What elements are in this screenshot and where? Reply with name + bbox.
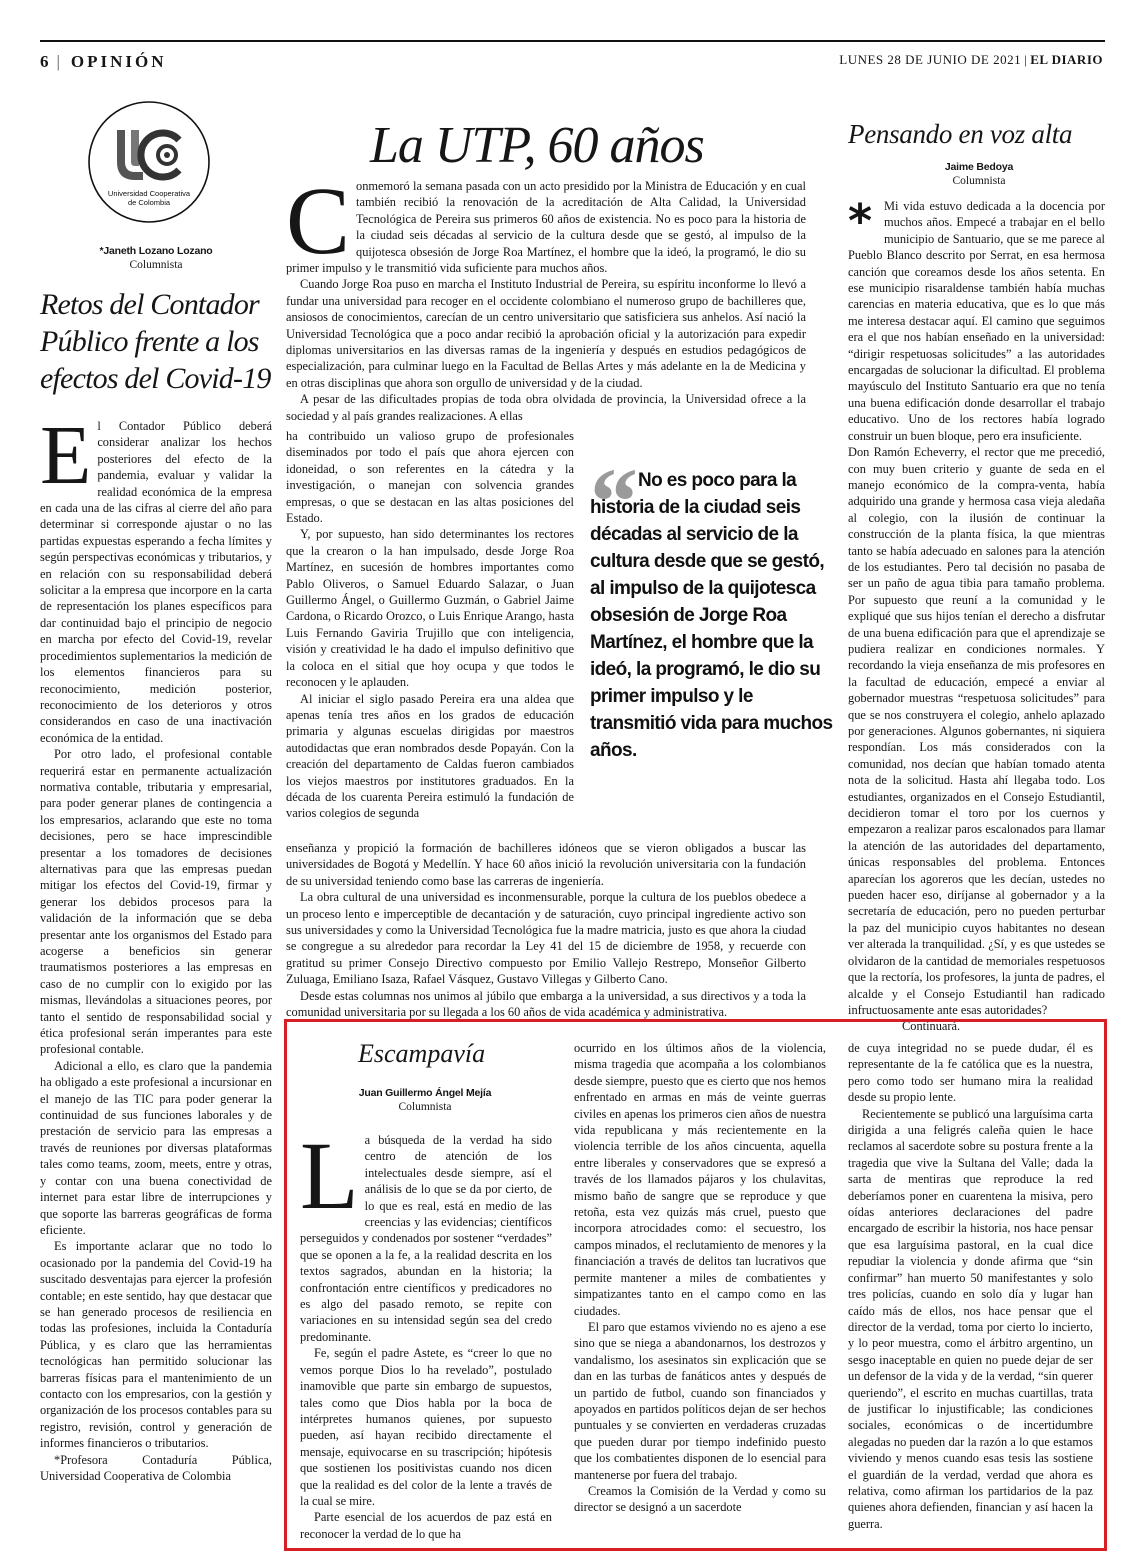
section-name: OPINIÓN — [70, 52, 167, 71]
header-separator: | — [56, 52, 63, 71]
box-column-3 — [848, 1040, 1093, 1531]
right-paragraph: Don Ramón Echeverry, el rector que me precedió, con muy buen criterio y guante de seda en el manejo económico de la compra-venta, había adquirido una grande y hermosa casa vieja aledaña al colegio, con la ilusión de continuar la construcción de la planta física, la que mientras tanto se había adecuado en salones para la atención de los estudiantes. Pero tal decisión no pasaba de ser un paño de agua tibia para tamaño problema. Por supuesto que reuní a la comunidad y le expliqué que sus hijos tenían el derecho a disfrutar de una buena edificación para que el aprendizaje se pudiera realizar en condiciones normales. Y recordando la vieja enseñanza de mis profesores en la facultad de educación, empecé a enviar al gobernador muestras “respetuosa solicitudes” para que se nos construyera el colegio, anhelo aplazado por generaciones. Algunos gobernantes, ni siquiera respondían. Los más considerados con la comunidad, nos decían que habían tomado atenta nota de la solicitud. Hasta ahí llegaba todo. Los estudiantes, organizados en el Consejo Estudiantil, decidieron tomar el toro por los cuernos y empezaron a realizar paros escalonados para llamar la atención de las autoridades del departamento, únicas responsables del problema. Entonces aparecían los agoreros que les decían, ustedes no pueden hacer eso, diríjanse al gobernador y a la secretaría de educación, pero no pueden perturbar la paz del municipio cuyos habitantes no desean ver alterada la tranquilidad. ¿Sí, y es que ustedes se olvidaron de la cantidad de memoriales respetuosos que la rectoría, los profesores, la junta de padres, el alcalde y el Consejo Estudiantil han radicado infructuosamente ante esas autoridades? — [848, 445, 1105, 1017]
box-paragraph: Parte esencial de los acuerdos de paz está en reconocer la verdad de lo que ha — [300, 1510, 552, 1541]
box-paragraph: Fe, según el padre Astete, es “creer lo que no vemos porque Dios lo ha revelado”, postulado inamovible que parte sin embargo de supuestos, tales como que Dios habla por la boca de intérpretes humanos quienes, por supuesto pueden, así hayan recibido directamente el mensaje, equivocarse en su trascripción; hipótesis que sostienen los positivistas cuando nos dicen que la realidad es del color de la lente a través de la cual se mire. — [300, 1346, 552, 1508]
center-article-body-bottom — [286, 840, 806, 1020]
center-article-title: La UTP, 60 años — [370, 117, 704, 174]
header-rule — [40, 40, 1105, 42]
page-number: 6 — [40, 52, 49, 71]
center-paragraph: enseñanza y propició la formación de bachilleres idóneos que se vieron obligados a buscar las universidades de Bogotá y Medellín. Y hace 60 años inició la revolución universitaria con la fundación de su universidad teniendo como base las carreras de ingeniería. — [286, 841, 806, 888]
box-column-1 — [300, 1122, 552, 1541]
right-author: Jaime Bedoya — [944, 161, 1014, 173]
left-role: Columnista — [129, 259, 183, 271]
box-byline — [300, 1086, 550, 1114]
left-footnote: *Profesora Contaduría Pública, Universidad Cooperativa de Colombia — [40, 1452, 272, 1483]
left-article-body — [40, 409, 272, 1530]
box-paragraph: Recientemente se publicó una larguísima carta dirigida a una feligrés caleña quien le hace reclamos al sacerdote sobre su postura frente a la tragedia que vive la Sultana del Valle; dada la sarta de mentiras que reproduce la red deberíamos poner en cuarentena la misiva, pero oídas anteriores declaraciones del padre encargado de escribir la historia, nos hace pensar que esa larguísima pastoral, en la cual dice repudiar la violencia y donde afirma que “sin confirmar” han muerto 50 manifestantes y solo tres policías, cuando en solo día y lugar han caído más de ellos, nos hace pensar que el director de la verdad, toma por cierto lo incierto, y lo peor muestra, como el árbitro argentino, un sesgo inaceptable en quien no puede dejar de ser un defensor de la vida y de la verdad, “sin querer queriendo”, el escrito en muchas cuartillas, trata de justificar lo injustificable; las condiciones sociales, económicas o de incertidumbre alegadas no pueden dar la razón a lo que estamos viviendo y menos cuando esas tesis las sostiene el guardián de la verdad, verdad que ahora es relativa, como afirman los partidarios de la paz quienes ahora defienden, financian y así hacen la guerra. — [848, 1106, 1093, 1531]
left-author: *Janeth Lozano Lozano — [99, 245, 213, 257]
box-paragraph: de cuya integridad no se puede dudar, él es representante de la fe católica que es la nuestra, pero como todo ser humano mira la realidad desde su propio lente. — [848, 1041, 1093, 1105]
box-paragraph: El paro que estamos viviendo no es ajeno a ese sino que se niega a abandonarnos, los destrozos y vandalismo, los asesinatos sin explicación que se dan en las turbas de fanáticos antes y después de un partido de futbol, cuando son financiados y apoyados en partidos políticos dejan de ser hechos puntuales y se convierten en verdaderas cruzadas que pueden durar por tiempo indefinido puesto que los combatientes disponen de lo esencial para mantenerse por fuera del trabajo. — [574, 1319, 826, 1482]
page-header-right — [839, 52, 1103, 68]
left-dropcap: E — [40, 409, 92, 502]
left-paragraph: l Contador Público deberá considerar analizar los hechos posteriores del efecto de la pandemia, evaluar y validar la realidad económica de la empresa en cada una de las cifras al cierre del año para determinar si corresponde ajustar o no las partidas expuestas esperando a fecha límites y según perspectivas económicas y tributarios, y en relación con su responsabilidad deberá solicitar a la empresa que incorpore en la carta de representación los planes específicos para dar continuidad bajo el principio de negocio en marcha por efecto del Covid-19, revelar procedimientos suplementarios la medición de los elementos financieros para su reconocimiento, medición posterior, reconocimiento de los deterioros y otros considerandos en caso de una inactivación económica de la entidad. — [40, 419, 272, 745]
left-paragraph: Por otro lado, el profesional contable requerirá estar en permanente actualización normativa contable, tributaria y empresarial, para poder generar planes de contingencia a los empresarios, aclarando que este no toma decisiones, pero se hace imprescindible presentar a los tomadores de decisiones alternativas para que las empresas puedan mitigar los efectos del Covid-19, firmar y generar los debidos procesos para la validación de la información que se deba presentar ante los organismos del Estado para acogerse a beneficios sin generar traumatismos posteriores a las empresas en caso de no cumplir con lo exigido por las mismas, llevándolas a situaciones peores, por tanto el sentido de responsabilidad social y ética profesional serán imperantes para este profesional contable. — [40, 747, 272, 1057]
center-paragraph: onmemoró la semana pasada con un acto presidido por la Ministra de Educación y en cual también recibió la renovación de la acreditación de Alta Calidad, la Universidad Tecnológica de Pereira sus primeros 60 años de existencia. No es poco para la historia de la ciudad seis décadas al servicio de la cultura desde que se gestó, al impulso de la quijotesca obsesión de Jorge Roa Martínez, el hombre que la ideó, la programó, le dio su primer impulso y le transmitió vida suficiente para muchos años. — [286, 179, 806, 276]
box-author: Juan Guillermo Ángel Mejía — [358, 1087, 492, 1099]
left-paragraph: Es importante aclarar que no todo lo ocasionado por la pandemia del Covid-19 ha suscitado desventajas para ejercer la profesión contable; en este sentido, hay que destacar que se han generado procesos de resiliencia en todas las profesiones, incluida la Contaduría Pública, y es claro que las herramientas tecnológicas han permitido solucionar las barreras físicas para el mantenimiento de un contacto con los empresarios, con la gestión y organización de los procesos contables para su registro, revisión, control y generación de informes financieros o tributarios. — [40, 1239, 272, 1451]
center-paragraph: Cuando Jorge Roa puso en marcha el Instituto Industrial de Pereira, su espíritu inconforme lo llevó a fundar una universidad para recoger en el occidente colombiano el numeroso grupo de bachilleres que, ansiosos de conocimientos, carecían de un centro universitario que satisficiera sus anhelos. Así nació la Universidad Tecnológica que a poco andar recibió la aprobación oficial y la autorización para expedir diplomas universitarios en las diversas ramas de la ingeniería y después en estudios pedagógicos de especialización, para culminar luego en la Facultad de Bellas Artes y más adelante en la de Medicina y en otras disciplinas que ahora son orgullo de universidad y de la ciudad. — [286, 277, 806, 390]
page-header-left — [40, 52, 167, 72]
right-byline — [848, 160, 1110, 188]
header-separator-right: | — [1024, 52, 1028, 67]
quote-mark-icon: “ — [590, 448, 638, 555]
left-paragraph: Adicional a ello, es claro que la pandemia ha obligado a este profesional a incursionar en el manejo de las TIC para poder generar la continuidad de sus funciones laborales y de prestación de servicio para las empresas a través de reuniones por diversas plataformas tales como teams, zoom, meets, entre y otras, y contar con una buena conectividad de internet para estar libre de interrupciones y que soporte las barreras geográficas de forma eficiente. — [40, 1058, 272, 1237]
left-byline — [40, 244, 272, 272]
center-article-body-mid — [286, 428, 574, 838]
right-article-body — [848, 194, 1105, 1034]
box-column-2 — [574, 1040, 826, 1528]
ucc-logo-icon — [87, 100, 211, 224]
center-paragraph: Desde estas columnas nos unimos al júbilo que embarga a la universidad, a sus directivos y a toda la comunidad universitaria por su llegada a los 60 años de vida académica y administrativa. — [286, 988, 806, 1020]
asterisk-icon: * — [848, 194, 873, 248]
box-article-title: Escampavía — [358, 1039, 486, 1068]
logo-text-line1: Universidad Cooperativa — [107, 189, 191, 198]
center-paragraph: A pesar de las dificultades propias de toda obra olvidada de provincia, la Universidad ofrece a la sociedad y al país grandes realizaciones. A ellas — [286, 392, 806, 423]
pull-quote — [590, 467, 840, 764]
box-paragraph: ocurrido en los últimos años de la violencia, misma tragedia que acompaña a los colombianos desde siempre, puesto que es cierto que nos hemos enfrentado en armas en más de veinte guerras civiles en apenas los primeros cien años de nuestra vida republicana y más recientemente en la violencia terrible de los años cincuenta, aquella entre liberales y conservadores que se expresó a través de los llamados pájaros y los chulavitas, mismo baño de sangre que se reproduce y que retoña, esta vez quizás más cruel, puesto que incorpora atrocidades como: el secuestro, los campos minados, el reclutamiento de menores y la financiación a través de delitos tan lucrativos que permite mantener a miles de combatientes y simpatizantes tanto en el campo como en las ciudades. — [574, 1041, 826, 1318]
box-paragraph: a búsqueda de la verdad ha sido centro de atención de los intelectuales desde siempre, así el análisis de lo que se da por cierto, de lo que es real, está en medio de las creencias y las evidencias; científicos perseguidos y condenados por sostener “verdades” que se oponen a la fe, a la realidad descrita en los textos sagrados, abundan en la historia; la confrontación entre científicos y predicadores no es algo del pasado remoto, se repite con variaciones en su intensidad según sea del credo predominante. — [300, 1133, 552, 1344]
logo-text-line2: de Colombia — [127, 198, 171, 207]
right-paragraph: Mi vida estuvo dedicada a la docencia por muchos años. Empecé a trabajar en el bello municipio de Santuario, que se me parece al Pueblo Blanco descrito por Serrat, en esa hermosa canción que coreamos desde los años setenta. En ese municipio risaraldense también había muchas carencias en materia educativa, que es lo que más me interesa destacar aquí. El camino que seguimos era el que nos habían enseñado en la universidad: “dirigir respetuosas solicitudes” a las autoridades encargadas de solucionar la dificultad. El problema mayúsculo del Instituto Santuario era que no tenía una buena edificación donde desarrollar el trabajo educativo. Uno de los rectores había logrado construir un buen bloque, pero era insuficiente. — [848, 199, 1105, 443]
center-paragraph: Y, por supuesto, han sido determinantes los rectores que la crearon o la han impulsado, desde Jorge Roa Martínez, en sucesión de hombres importantes como Pablo Oliveros, o Samuel Eduardo Salazar, o Juan Guillermo Ángel, o Guillermo Guzmán, o Gabriel Jaime Cardona, o Ricardo Orozco, o Luis Enrique Arango, hasta Luis Fernando Gaviria Trujillo que con inteligencia, visión y creatividad le ha dado el impulso definitivo que la coloca en el sitial que hoy ocupa y que todos le reconocen y le aplauden. — [286, 527, 574, 690]
box-paragraph: Creamos la Comisión de la Verdad y como su director se designó a un sacerdote — [574, 1483, 826, 1515]
left-article-title: Retos del Contador Público frente a los efectos del Covid-19 — [40, 288, 271, 395]
center-paragraph: Al iniciar el siglo pasado Pereira era una aldea que apenas tenía tres años en los grados de educación primaria y algunas escuelas dirigidas por maestros autodidactas que eran nombrados desde Popayán. Con la creación del departamento de Caldas fueron cambiados los viejos maestros por institutores graduados. En la década de los cuarenta Pereira estimuló la fundación de varios colegios de segunda — [286, 691, 574, 821]
right-continued: Continuará. — [902, 1019, 961, 1034]
right-article-title: Pensando en voz alta — [848, 119, 1073, 149]
center-paragraph: La obra cultural de una universidad es inconmensurable, porque la cultura de los pueblos obedece a un proceso lento e imperceptible de decantación y de saturación, cuyo principal ingrediente activo son sus universidades y como la Universidad Tecnológica fue la madre matricia, justo es que ahora la ciudad se congregue a su alrededor para recordar la Ley 41 del 15 de diciembre de 1958, y recuerde con gratitud su primer Consejo Directivo compuesto por Emilio Vallejo Restrepo, Monseñor Gilberto Zuluaga, Emiliano Isaza, Rafael Vásquez, Gustavo Villegas y Gilberto Cano. — [286, 890, 806, 987]
center-paragraph: ha contribuido un valioso grupo de profesionales diseminados por todo el país que ahora ejercen con idoneidad, o son referentes en la cátedra y la investigación, o manejan con solvencia grandes empresas, o que se destacan en las altas posiciones del Estado. — [286, 429, 574, 526]
pull-quote-text: No es poco para la historia de la ciudad seis décadas al servicio de la cultura desde que se gestó, al impulso de la quijotesca obsesión de Jorge Roa Martínez, el hombre que la ideó, la programó, le dio su primer impulso y le transmitió vida para muchos años. — [590, 470, 833, 761]
center-dropcap: C — [286, 167, 351, 274]
box-dropcap: L — [300, 1122, 359, 1229]
right-role: Columnista — [952, 175, 1006, 187]
publication-name: EL DIARIO — [1030, 52, 1103, 67]
box-role: Columnista — [398, 1101, 452, 1113]
issue-date: LUNES 28 DE JUNIO DE 2021 — [839, 52, 1022, 67]
university-logo — [87, 100, 211, 224]
center-article-body-top — [286, 167, 806, 424]
